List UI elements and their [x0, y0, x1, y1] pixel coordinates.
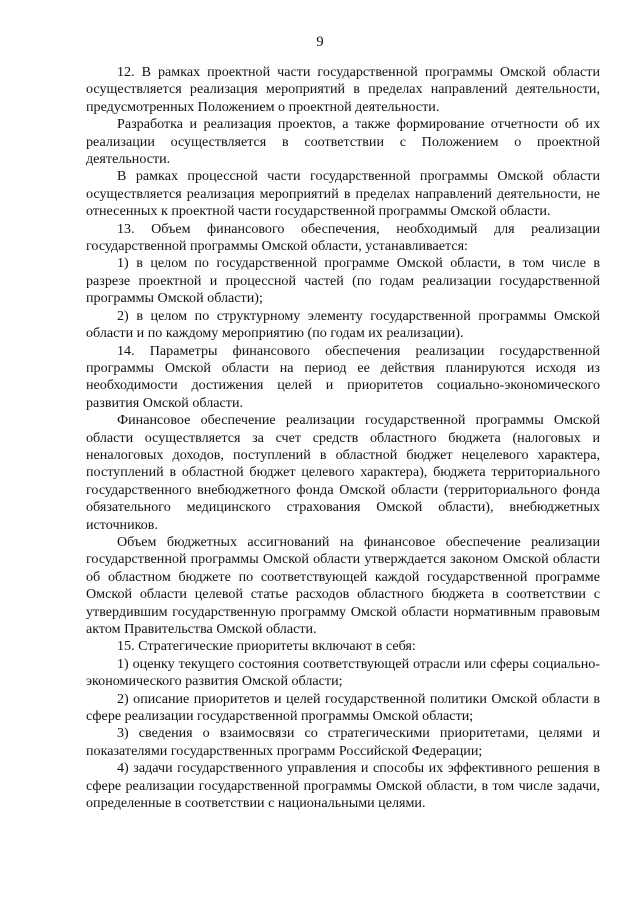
paragraph-process-part: В рамках процессной части государственной программы Омской области осуществляется реализация мероприятий в пределах направлений деятельности, не отнесенных к проектной части государственной программы Омской области.	[86, 168, 600, 220]
page-number: 9	[316, 34, 324, 50]
paragraph-13-funding-volume: 13. Объем финансового обеспечения, необходимый для реализации государственной программы Омской области, устанавливается:	[86, 220, 600, 255]
paragraph-budget-allocations: Объем бюджетных ассигнований на финансовое обеспечение реализации государственной программы Омской области утверждается законом Омской области об областном бюджете по соответствующей каждой государственной программе Омской области целевой статье расходов областного бюджета в соответствии с утвердившим государственную программу Омской области нормативным правовым актом Правительства Омской области.	[86, 533, 600, 637]
list-item-15-2: 2) описание приоритетов и целей государственной политики Омской области в сфере реализации государственной программы Омской области;	[86, 690, 600, 725]
list-item-13-1: 1) в целом по государственной программе Омской области, в том числе в разрезе проектной и процессной частей (по годам реализации государственной программы Омской области);	[86, 255, 600, 307]
list-item-13-2: 2) в целом по структурному элементу государственной программы Омской области и по каждому мероприятию (по годам их реализации).	[86, 307, 600, 342]
paragraph-15-strategic-priorities: 15. Стратегические приоритеты включают в себя:	[117, 638, 416, 655]
paragraph-funding-sources: Финансовое обеспечение реализации государственной программы Омской области осуществляется за счет средств областного бюджета (налоговых и неналоговых доходов, поступлений в областной бюджет нецелевого характера, поступлений в областной бюджет целевого характера), бюджета территориального государственного внебюджетного фонда Омской области (территориального фонда обязательного медицинского страхования Омской области), внебюджетных источников.	[86, 412, 600, 533]
list-item-15-1: 1) оценку текущего состояния соответствующей отрасли или сферы социально-экономического развития Омской области;	[86, 655, 600, 690]
paragraph-project-development: Разработка и реализация проектов, а также формирование отчетности об их реализации осуществляется в соответствии с Положением о проектной деятельности.	[86, 116, 600, 168]
list-item-15-4: 4) задачи государственного управления и способы их эффективного решения в сфере реализации государственной программы Омской области, в том числе задачи, определенные в соответствии с национальными целями.	[86, 760, 600, 812]
paragraph-12-project-part: 12. В рамках проектной части государственной программы Омской области осуществляется реализация мероприятий в пределах направлений деятельности, предусмотренных Положением о проектной деятельности.	[86, 64, 600, 115]
list-item-15-3: 3) сведения о взаимосвязи со стратегическими приоритетами, целями и показателями государственных программ Российской Федерации;	[86, 725, 600, 759]
document-body	[86, 64, 600, 812]
paragraph-14-funding-parameters: 14. Параметры финансового обеспечения реализации государственной программы Омской области на период ее действия планируются исходя из необходимости достижения целей и приоритетов социально-экономического развития Омской области.	[86, 342, 600, 411]
